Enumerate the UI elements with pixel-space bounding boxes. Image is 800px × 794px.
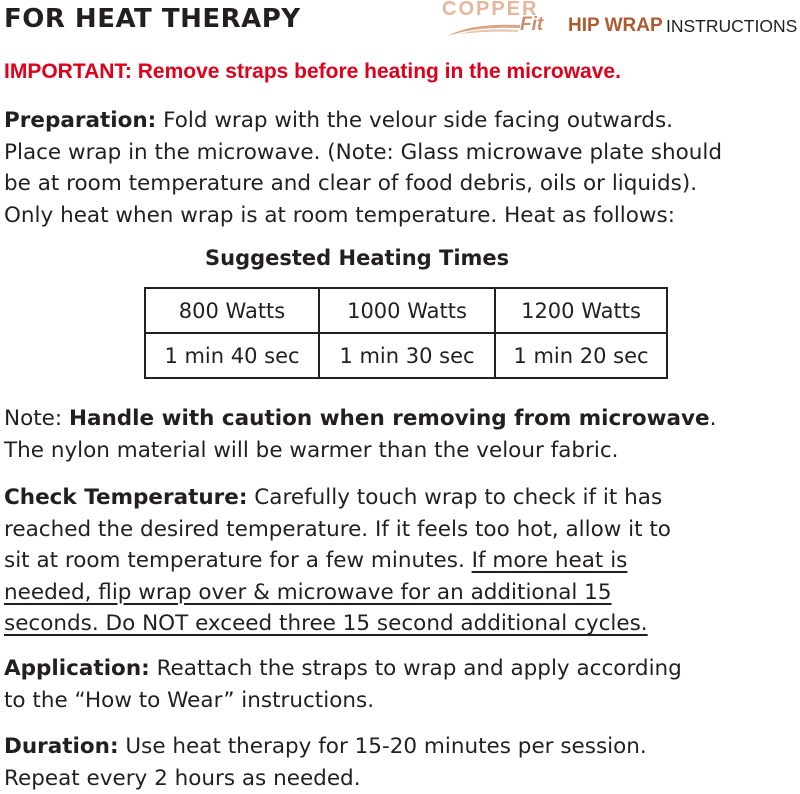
- preparation-label: Preparation:: [4, 108, 157, 133]
- note-suffix: .: [709, 406, 717, 431]
- table-header-cell: 800 Watts: [145, 288, 319, 333]
- application-section: [4, 653, 796, 716]
- header-subtitle: INSTRUCTIONS: [666, 16, 798, 36]
- note-text: The nylon material will be warmer than the velour fabric.: [4, 437, 619, 463]
- note-prefix: Note:: [4, 406, 69, 431]
- note-caution: Handle with caution when removing from microwave: [68, 406, 710, 431]
- note-section: [4, 403, 796, 466]
- check-temperature-label: Check Temperature:: [4, 485, 248, 510]
- brand-logo-copper: COPPER: [442, 0, 539, 20]
- duration-text: Repeat every 2 hours as needed.: [4, 765, 361, 791]
- check-temperature-text: sit at room temperature for a few minutes.: [4, 548, 472, 573]
- brand-logo-fit: Fit: [520, 14, 544, 35]
- application-label: Application:: [4, 656, 150, 681]
- brand-logo: [440, 0, 800, 44]
- duration-section: [4, 731, 796, 794]
- check-temperature-underlined: If more heat is: [471, 548, 628, 573]
- preparation-section: [4, 105, 796, 231]
- header: [4, 0, 800, 44]
- check-temperature-underlined: needed, flip wrap over & microwave for an additional 15: [4, 579, 612, 605]
- table-row: [145, 333, 667, 378]
- application-text: to the “How to Wear” instructions.: [4, 687, 375, 713]
- brand-swoosh-icon: [446, 22, 522, 38]
- table-cell: 1 min 20 sec: [495, 333, 667, 378]
- heating-table-title: Suggested Heating Times: [205, 246, 510, 270]
- check-temperature-text: Carefully touch wrap to check if it has: [247, 485, 663, 510]
- check-temperature-text: reached the desired temperature. If it feels too hot, allow it to: [4, 516, 671, 542]
- preparation-text: Place wrap in the microwave. (Note: Glass microwave plate should: [4, 139, 722, 165]
- application-text: Reattach the straps to wrap and apply according: [149, 656, 682, 681]
- preparation-text: be at room temperature and clear of food debris, oils or liquids).: [4, 171, 698, 196]
- table-header-cell: 1200 Watts: [495, 288, 667, 333]
- table-row: [145, 288, 667, 333]
- check-temperature-underlined: seconds. Do NOT exceed three 15 second additional cycles.: [4, 611, 648, 636]
- heating-times-table: [144, 287, 668, 379]
- table-header-cell: 1000 Watts: [319, 288, 495, 333]
- duration-text: Use heat therapy for 15-20 minutes per session.: [118, 734, 647, 759]
- product-name: HIP WRAP: [568, 15, 663, 36]
- table-cell: 1 min 40 sec: [145, 333, 319, 378]
- important-warning: IMPORTANT: Remove straps before heating in the microwave.: [4, 60, 621, 83]
- preparation-text: Only heat when wrap is at room temperature. Heat as follows:: [4, 202, 675, 228]
- preparation-text: Fold wrap with the velour side facing outwards.: [156, 108, 673, 133]
- table-cell: 1 min 30 sec: [319, 333, 495, 378]
- check-temperature-section: [4, 482, 796, 640]
- page-title: FOR HEAT THERAPY: [4, 4, 301, 34]
- duration-label: Duration:: [4, 734, 119, 759]
